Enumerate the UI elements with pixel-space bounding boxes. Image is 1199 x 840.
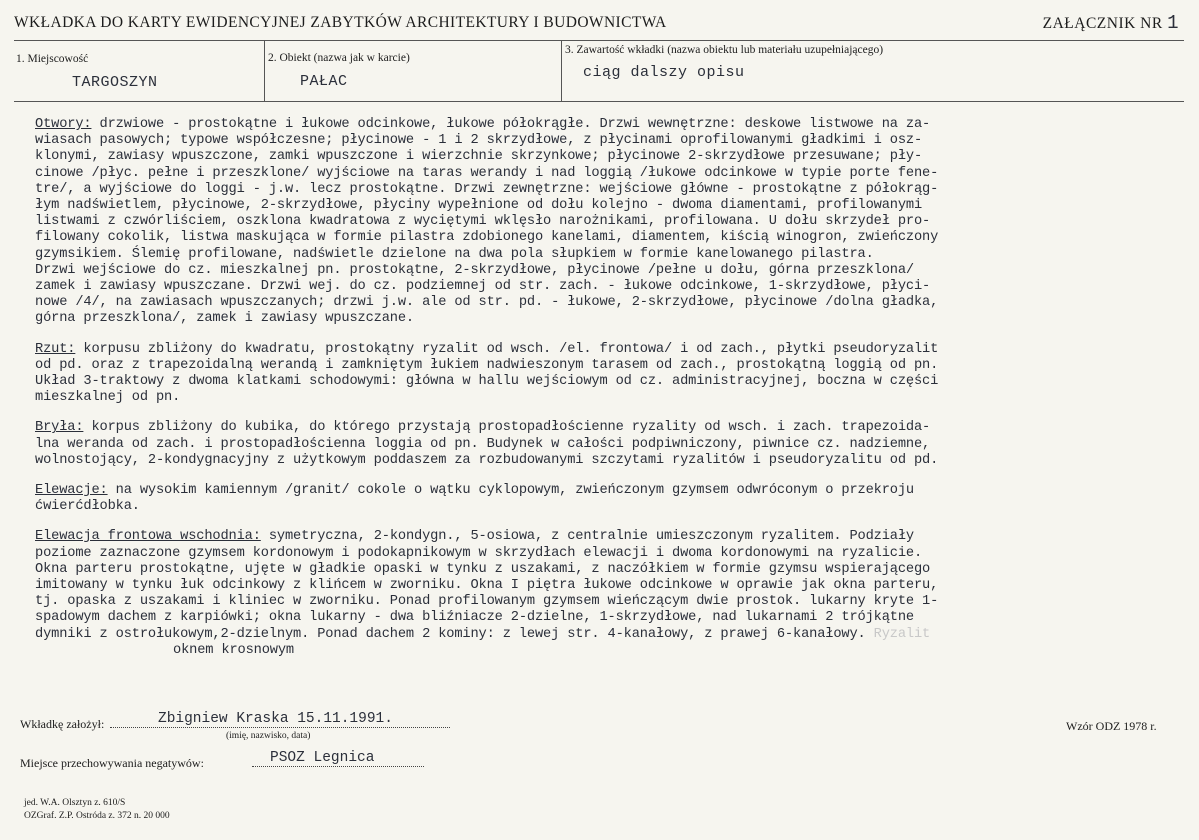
otwory-line: gzymsikiem. Ślemię profilowane, nadświetle dzielone na dwa pola słupkiem w formie kanelowanego pilastra. [35, 246, 874, 262]
field-2-value: PAŁAC [300, 73, 348, 90]
rzut-line: od pd. oraz z trapezoidalną werandą i zamkniętym łukiem nadwieszonym tarasem od zach., prostokątną loggią od pn. [35, 357, 939, 373]
paragraph-rzut [35, 342, 1185, 407]
description-body [35, 117, 1185, 659]
table-divider-2 [561, 40, 562, 101]
table-bottom-border [14, 101, 1184, 102]
form-title: WKŁADKA DO KARTY EWIDENCYJNEJ ZABYTKÓW ARCHITEKTURY I BUDOWNICTWA [14, 14, 667, 31]
otwory-line: cinowe /płyc. pełne i przeszklone/ wyjściowe na taras werandy i nad loggią /łukowe odcinkowe w typie porte fene- [35, 165, 939, 181]
heading-frontowa: Elewacja frontowa wschodnia: [35, 529, 261, 545]
rzut-line: mieszkalnej od pn. [35, 390, 181, 406]
rzut-line: korpusu zbliżony do kwadratu, prostokątny ryzalit od wsch. /el. frontowa/ i od zach., płytki pseudoryzalit [75, 341, 939, 357]
heading-bryla: Bryła: [35, 420, 84, 436]
otwory-line: klonymi, zawiasy wpuszczone, zamki wpuszczone i wierzchnie skrzynkowe; płycinowe 2-skrzydłowe przesuwane; pły- [35, 149, 923, 165]
attachment-label: ZAŁĄCZNIK NR [1042, 15, 1163, 32]
otwory-line: listwami z czwórliściem, oszklona kwadratowa z wyciętymi wklęsło narożnikami, profilowana. U dołu skrzydeł pro- [35, 214, 931, 230]
paragraph-bryla [35, 420, 1185, 469]
made-by-value: Zbigniew Kraska 15.11.1991. [110, 711, 450, 728]
frontowa-line: spadowym dachem z karpiówki; okna lukarny - dwa bliźniacze 2-dzielne, 1-skrzydłowe, nad lukarnami 2 trójkątne [35, 610, 914, 626]
print-info-2: OZGraf. Z.P. Ostróda z. 372 n. 20 000 [24, 811, 170, 821]
attachment-number-value: 1 [1167, 12, 1179, 34]
form-template-code: Wzór ODZ 1978 r. [1066, 719, 1157, 733]
frontowa-line: Okna parteru prostokątne, ujęte w gładkie opaski w tynku z uszakami, z naczółkiem w formie gzymsu wspierającego [35, 561, 931, 577]
made-by-caption: (imię, nazwisko, data) [226, 731, 311, 741]
elewacje-line: na wysokim kamiennym /granit/ cokole o wątku cyklopowym, zwieńczonym gzymsem odwróconym o przekroju [107, 483, 914, 499]
otwory-line: tre/, a wyjściowe do loggi - j.w. lecz prostokątne. Drzwi zewnętrzne: wejściowe główne - prostokątne z półokrąg- [35, 181, 939, 197]
elewacje-line: ćwierćdłobka. [35, 499, 140, 515]
otwory-line: drzwiowe - prostokątne i łukowe odcinkowe, łukowe półokrągłe. Drzwi wewnętrzne: deskowe listwowe na za- [91, 117, 931, 132]
paragraph-frontowa [35, 529, 1185, 659]
field-2-label: 2. Obiekt (nazwa jak w karcie) [268, 52, 410, 64]
heading-otwory: Otwory: [35, 117, 92, 132]
heading-rzut: Rzut: [35, 341, 76, 357]
negatives-storage-value: PSOZ Legnica [252, 750, 424, 767]
frontowa-line: poziome zaznaczone gzymsem kordonowym i podokapnikowym w skrzydłach elewacji i dwoma kordonowymi na ryzalicie. [35, 545, 923, 561]
frontowa-line: imitowany w tynku łuk odcinkowy z klińcem w zworniku. Okna I piętra łukowe odcinkowe w oprawie jak okna parteru, [35, 578, 939, 594]
field-1-value: TARGOSZYN [72, 74, 158, 91]
bryla-line: korpus zbliżony do kubika, do którego przystają prostopadłościenne ryzality od wsch. i zach. trapezoida- [83, 420, 931, 436]
frontowa-line: tj. opaska z uszakami i kliniec w zworniku. Ponad profilowanym gzymsem wieńczącym dwie prostok. lukarny kryte 1- [35, 594, 939, 610]
table-divider-1 [264, 40, 265, 101]
negatives-storage-label: Miejsce przechowywania negatywów: [20, 756, 204, 770]
otwory-line: filowany cokolik, listwa maskująca w formie pilastra zdobionego kanelami, diamentem, kiścią winogron, zwieńczony [35, 230, 939, 246]
table-top-border [14, 40, 1184, 41]
bryla-line: lna weranda od zach. i prostopadłościenna loggia od pn. Budynek w całości podpiwniczony, piwnice cz. nadziemne, [35, 436, 931, 452]
print-info-1: jed. W.A. Olsztyn z. 610/S [24, 798, 126, 808]
frontowa-line: dymniki z ostrołukowym,2-dzielnym. Ponad dachem 2 kominy: z lewej str. 4-kanałowy, z prawej 6-kanałowy. [35, 626, 866, 642]
otwory-line: wiasach pasowych; typowe współczesne; płycinowe - 1 i 2 skrzydłowe, z płycinami oprofilowanymi gładkimi i osz- [35, 133, 923, 149]
otwory-line: górna przeszklona/, zamek i zawiasy wpuszczane. [35, 311, 415, 327]
attachment-number [1043, 12, 1179, 34]
heading-elewacje: Elewacje: [35, 483, 108, 499]
made-by-label: Wkładkę założył: [20, 717, 105, 731]
handwritten-insert: oknem krosnowym [173, 642, 294, 658]
faint-word: Ryzalit [873, 626, 931, 642]
field-3-value: ciąg dalszy opisu [583, 64, 745, 81]
otwory-line: zamek i zawiasy wpuszczane. Drzwi wej. do cz. podziemnej od str. zach. - łukowe odcinkowe, 1-skrzydłowe, płyci- [35, 279, 931, 295]
otwory-line: łym nadświetlem, płycinowe, 2-skrzydłowe, płyciny wypełnione od dołu kolejno - dwoma diamentami, profilowanymi [35, 198, 923, 214]
rzut-line: Układ 3-traktowy z dwoma klatkami schodowymi: główna w hallu wejściowym od cz. administracyjnej, boczna w części [35, 374, 939, 390]
paragraph-otwory [35, 117, 1185, 328]
otwory-line: nowe /4/, na zawiasach wpuszczanych; drzwi j.w. ale od str. pd. - łukowe, 2-skrzydłowe, płycinowe /dolna gładka, [35, 295, 939, 311]
field-3-label: 3. Zawartość wkładki (nazwa obiektu lub materiału uzupełniającego) [565, 44, 884, 56]
field-1-label: 1. Miejscowość [16, 53, 89, 65]
paragraph-elewacje [35, 483, 1185, 515]
otwory-line: Drzwi wejściowe do cz. mieszkalnej pn. prostokątne, 2-skrzydłowe, płycinowe /pełne u dołu, górna przeszklona/ [35, 262, 914, 278]
bryla-line: wolnostojący, 2-kondygnacyjny z użytkowym poddaszem za rozbudowanymi szczytami ryzalitów i pseudoryzalitu od pd. [35, 452, 939, 468]
frontowa-line: symetryczna, 2-kondygn., 5-osiowa, z centralnie umieszczonym ryzalitem. Podziały [260, 529, 914, 545]
